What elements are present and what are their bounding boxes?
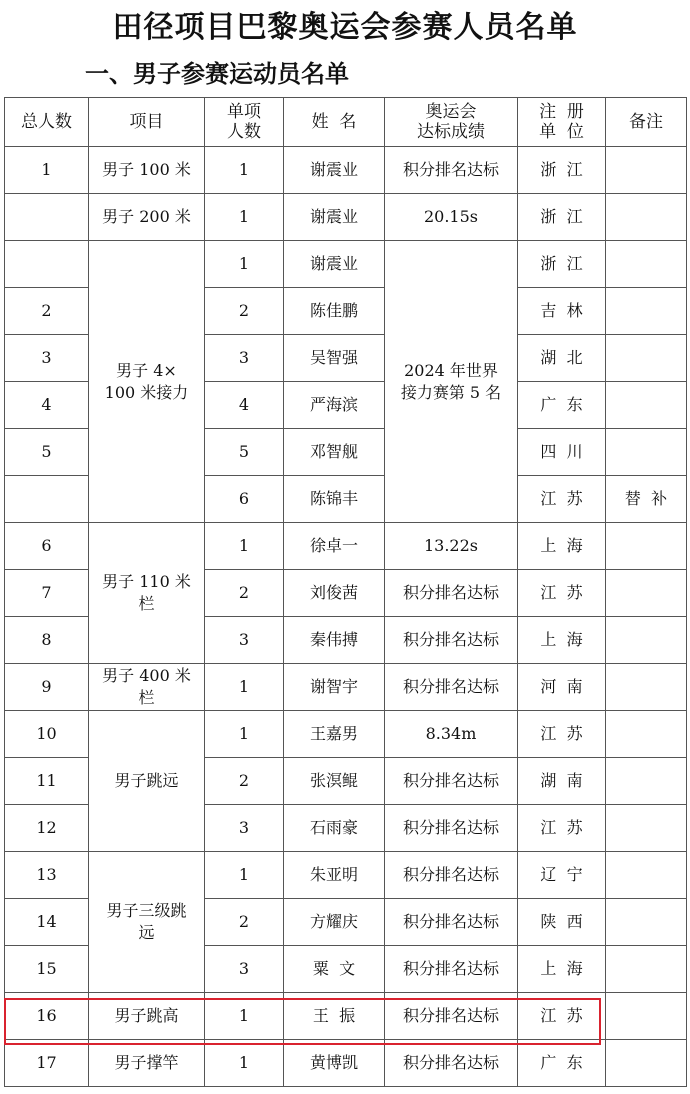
cell-count: 1 xyxy=(205,194,284,241)
cell-total: 6 xyxy=(5,523,89,570)
cell-event-relay: 男子 4× 100 米接力 xyxy=(89,241,205,523)
cell-standard: 积分排名达标 xyxy=(385,1040,518,1087)
cell-count: 1 xyxy=(205,147,284,194)
cell-note xyxy=(606,852,687,899)
cell-note xyxy=(606,429,687,476)
cell-unit: 江 苏 xyxy=(518,711,606,758)
cell-standard: 积分排名达标 xyxy=(385,899,518,946)
cell-name: 方耀庆 xyxy=(284,899,385,946)
cell-note xyxy=(606,288,687,335)
cell-unit: 湖 北 xyxy=(518,335,606,382)
cell-total: 15 xyxy=(5,946,89,993)
cell-note xyxy=(606,993,687,1040)
header-name: 姓 名 xyxy=(284,98,385,147)
cell-name: 谢震业 xyxy=(284,147,385,194)
cell-standard: 20.15s xyxy=(385,194,518,241)
cell-unit: 辽 宁 xyxy=(518,852,606,899)
cell-note xyxy=(606,711,687,758)
cell-note xyxy=(606,147,687,194)
cell-total: 14 xyxy=(5,899,89,946)
cell-name: 谢震业 xyxy=(284,194,385,241)
cell-total: 1 xyxy=(5,147,89,194)
cell-unit: 江 苏 xyxy=(518,805,606,852)
cell-note xyxy=(606,335,687,382)
cell-note: 替 补 xyxy=(606,476,687,523)
cell-standard: 积分排名达标 xyxy=(385,852,518,899)
cell-unit: 上 海 xyxy=(518,523,606,570)
cell-note xyxy=(606,241,687,288)
cell-unit: 浙 江 xyxy=(518,241,606,288)
cell-count: 3 xyxy=(205,617,284,664)
cell-total: 12 xyxy=(5,805,89,852)
cell-total: 13 xyxy=(5,852,89,899)
cell-total: 2 xyxy=(5,288,89,335)
cell-total xyxy=(5,194,89,241)
cell-unit: 江 苏 xyxy=(518,993,606,1040)
cell-count: 3 xyxy=(205,805,284,852)
cell-unit: 浙 江 xyxy=(518,147,606,194)
cell-note xyxy=(606,523,687,570)
cell-unit: 广 东 xyxy=(518,1040,606,1087)
cell-name: 严海滨 xyxy=(284,382,385,429)
cell-name: 徐卓一 xyxy=(284,523,385,570)
cell-standard: 积分排名达标 xyxy=(385,946,518,993)
cell-event: 男子 100 米 xyxy=(89,147,205,194)
cell-unit: 江 苏 xyxy=(518,476,606,523)
cell-note xyxy=(606,194,687,241)
table-row xyxy=(5,711,687,758)
cell-unit: 吉 林 xyxy=(518,288,606,335)
cell-standard: 13.22s xyxy=(385,523,518,570)
cell-total xyxy=(5,476,89,523)
document-title: 田径项目巴黎奥运会参赛人员名单 xyxy=(112,10,578,45)
cell-total: 17 xyxy=(5,1040,89,1087)
cell-name: 刘俊茜 xyxy=(284,570,385,617)
cell-note xyxy=(606,946,687,993)
cell-note xyxy=(606,758,687,805)
cell-count: 1 xyxy=(205,852,284,899)
cell-count: 6 xyxy=(205,476,284,523)
cell-note xyxy=(606,805,687,852)
cell-count: 5 xyxy=(205,429,284,476)
cell-count: 2 xyxy=(205,899,284,946)
header-event: 项目 xyxy=(89,98,205,147)
cell-name: 张溟鲲 xyxy=(284,758,385,805)
cell-event: 男子跳高 xyxy=(89,993,205,1040)
cell-unit: 河 南 xyxy=(518,664,606,711)
cell-name: 王 振 xyxy=(284,993,385,1040)
cell-count: 1 xyxy=(205,1040,284,1087)
table-row xyxy=(5,1040,687,1087)
cell-total: 16 xyxy=(5,993,89,1040)
cell-count: 2 xyxy=(205,758,284,805)
cell-name: 谢震业 xyxy=(284,241,385,288)
cell-note xyxy=(606,617,687,664)
cell-standard: 积分排名达标 xyxy=(385,805,518,852)
cell-standard: 积分排名达标 xyxy=(385,758,518,805)
table-row xyxy=(5,852,687,899)
table-row xyxy=(5,241,687,288)
cell-name: 王嘉男 xyxy=(284,711,385,758)
cell-count: 1 xyxy=(205,993,284,1040)
cell-standard: 积分排名达标 xyxy=(385,147,518,194)
cell-name: 邓智舰 xyxy=(284,429,385,476)
cell-name: 陈锦丰 xyxy=(284,476,385,523)
athlete-table xyxy=(4,97,687,1087)
cell-unit: 浙 江 xyxy=(518,194,606,241)
table-row xyxy=(5,664,687,711)
cell-note xyxy=(606,899,687,946)
header-total: 总人数 xyxy=(5,98,89,147)
cell-unit: 上 海 xyxy=(518,946,606,993)
cell-name: 吴智强 xyxy=(284,335,385,382)
cell-count: 2 xyxy=(205,570,284,617)
cell-standard: 积分排名达标 xyxy=(385,664,518,711)
cell-unit: 湖 南 xyxy=(518,758,606,805)
cell-name: 石雨豪 xyxy=(284,805,385,852)
cell-standard: 积分排名达标 xyxy=(385,617,518,664)
section-heading: 一、男子参赛运动员名单 xyxy=(85,59,349,88)
cell-event: 男子 400 米 栏 xyxy=(89,664,205,711)
cell-total: 10 xyxy=(5,711,89,758)
cell-count: 1 xyxy=(205,711,284,758)
cell-unit: 广 东 xyxy=(518,382,606,429)
cell-name: 陈佳鹏 xyxy=(284,288,385,335)
table-row xyxy=(5,147,687,194)
cell-unit: 上 海 xyxy=(518,617,606,664)
cell-total: 7 xyxy=(5,570,89,617)
cell-standard: 8.34m xyxy=(385,711,518,758)
cell-unit: 陕 西 xyxy=(518,899,606,946)
header-note: 备注 xyxy=(606,98,687,147)
cell-total: 9 xyxy=(5,664,89,711)
cell-standard-relay: 2024 年世界 接力赛第 5 名 xyxy=(385,241,518,523)
cell-total: 4 xyxy=(5,382,89,429)
table-header-row xyxy=(5,98,687,147)
cell-count: 1 xyxy=(205,523,284,570)
cell-note xyxy=(606,1040,687,1087)
cell-total xyxy=(5,241,89,288)
cell-event-110h: 男子 110 米 栏 xyxy=(89,523,205,664)
cell-event: 男子 200 米 xyxy=(89,194,205,241)
cell-event-triplejump: 男子三级跳 远 xyxy=(89,852,205,993)
cell-total: 3 xyxy=(5,335,89,382)
cell-name: 黄博凯 xyxy=(284,1040,385,1087)
cell-total: 11 xyxy=(5,758,89,805)
cell-name: 粟 文 xyxy=(284,946,385,993)
cell-count: 2 xyxy=(205,288,284,335)
cell-count: 3 xyxy=(205,335,284,382)
header-count: 单项 人数 xyxy=(205,98,284,147)
cell-standard: 积分排名达标 xyxy=(385,993,518,1040)
cell-note xyxy=(606,570,687,617)
cell-count: 1 xyxy=(205,664,284,711)
cell-count: 1 xyxy=(205,241,284,288)
table-row-highlighted xyxy=(5,993,687,1040)
cell-note xyxy=(606,664,687,711)
cell-unit: 江 苏 xyxy=(518,570,606,617)
header-unit: 注 册 单 位 xyxy=(518,98,606,147)
cell-event-longjump: 男子跳远 xyxy=(89,711,205,852)
table-row xyxy=(5,523,687,570)
cell-total: 5 xyxy=(5,429,89,476)
cell-total: 8 xyxy=(5,617,89,664)
cell-event: 男子撑竿 xyxy=(89,1040,205,1087)
cell-name: 秦伟搏 xyxy=(284,617,385,664)
header-standard: 奥运会 达标成绩 xyxy=(385,98,518,147)
cell-name: 谢智宇 xyxy=(284,664,385,711)
cell-count: 3 xyxy=(205,946,284,993)
cell-note xyxy=(606,382,687,429)
cell-name: 朱亚明 xyxy=(284,852,385,899)
cell-count: 4 xyxy=(205,382,284,429)
cell-unit: 四 川 xyxy=(518,429,606,476)
table-row xyxy=(5,194,687,241)
cell-standard: 积分排名达标 xyxy=(385,570,518,617)
